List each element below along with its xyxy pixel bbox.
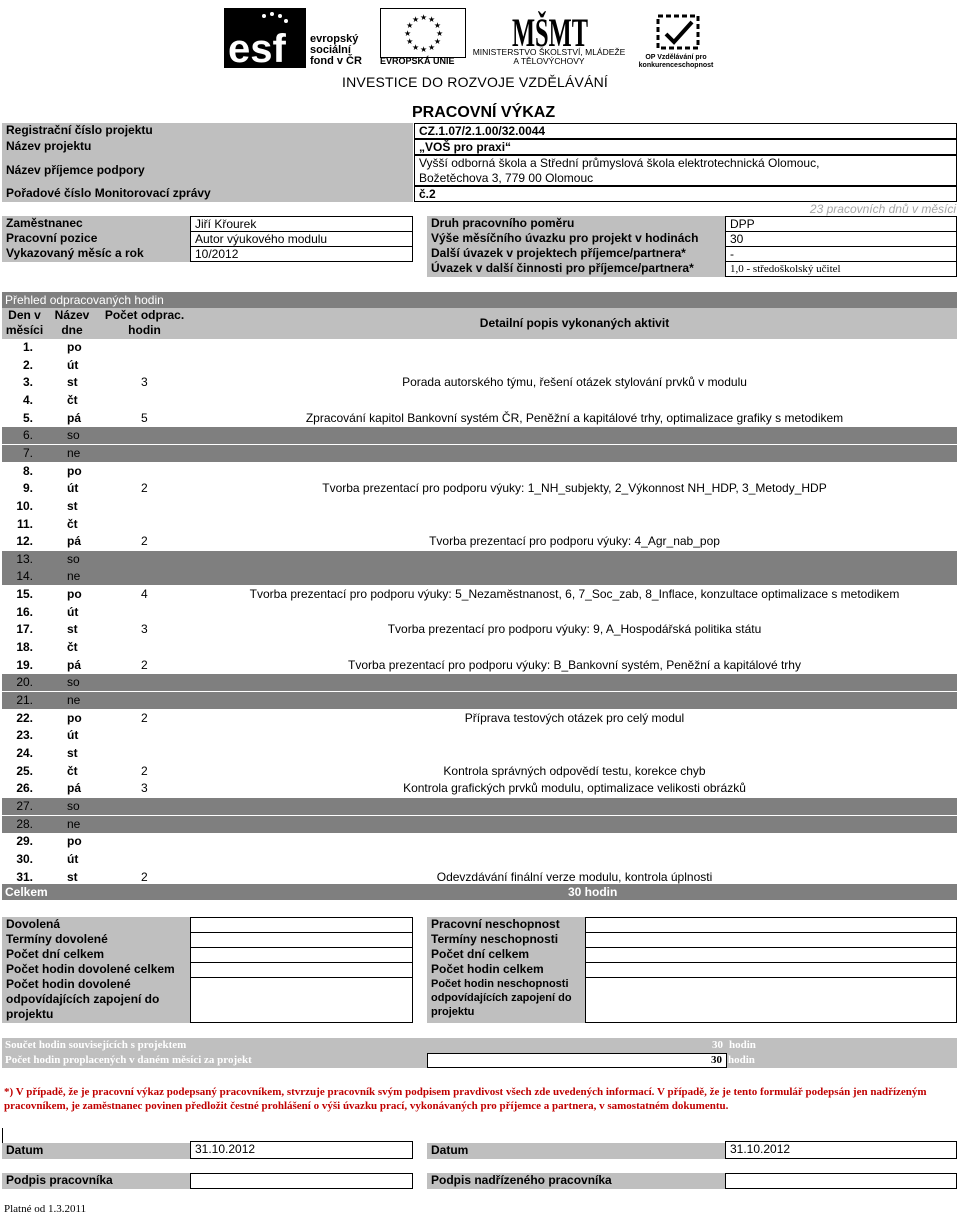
leave-days-value[interactable] [190, 947, 413, 963]
day-cell: 16. [16, 604, 33, 619]
description-cell: Kontrola správných odpovědí testu, korekce chyb [443, 763, 706, 778]
day-cell: 28. [16, 816, 33, 831]
hours-cell [97, 551, 192, 568]
leave-days-label: Počet dní celkem [2, 947, 190, 963]
table-row [2, 410, 957, 428]
monthly-hours-label: Výše měsíčního úvazku pro projekt v hodinách [427, 231, 725, 247]
day-name-cell: pá [67, 410, 82, 425]
hours-cell [97, 427, 192, 444]
eu-star-icon: ★ [406, 37, 414, 46]
hours-cell [97, 392, 192, 409]
description-cell [192, 551, 957, 568]
day-cell: 7. [22, 445, 33, 460]
description-cell [192, 692, 957, 709]
position-value: Autor výukového modulu [190, 231, 413, 247]
total-value: 30 hodin [568, 885, 618, 899]
day-name-cell: st [67, 498, 78, 513]
day-cell: 29. [16, 834, 33, 849]
description-cell [192, 674, 957, 691]
day-cell: 14. [16, 569, 33, 584]
table-row [2, 427, 957, 444]
description-cell [192, 516, 957, 533]
total-label: Celkem [5, 885, 48, 899]
table-row [2, 480, 957, 498]
day-cell: 10. [16, 498, 33, 513]
day-cell: 13. [16, 551, 33, 566]
day-cell: 17. [16, 622, 33, 637]
day-name-cell: so [67, 675, 80, 690]
description-cell [192, 727, 957, 744]
table-row [2, 604, 957, 622]
investice-slogan: INVESTICE DO ROZVOJE VZDĚLÁVÁNÍ [342, 74, 609, 90]
hours-cell [97, 727, 192, 744]
day-cell: 6. [22, 428, 33, 443]
hours-cell [97, 568, 192, 585]
signature-box-left[interactable] [190, 1173, 413, 1189]
sick-hours-label: Počet hodin celkem [427, 962, 585, 978]
eu-flag-icon [380, 8, 466, 58]
day-name-cell: pá [67, 781, 82, 796]
project-name-label: Název projektu [2, 139, 413, 155]
day-name-cell: pá [67, 657, 82, 672]
recipient-label: Název příjemce podpory [2, 155, 413, 186]
leave-proportional-value[interactable] [190, 977, 413, 1023]
paid-row [2, 1053, 427, 1068]
monthly-hours-value: 30 [725, 231, 957, 247]
col-day-header: Den v měsíci [5, 308, 44, 337]
eu-star-icon: ★ [412, 42, 420, 52]
esf-text [310, 34, 362, 67]
sick-title-value [585, 917, 957, 933]
extra-work-label: Úvazek v další činnosti pro příjemce/partnera* [427, 261, 725, 277]
footnote: *) V případě, že je pracovní výkaz podepsaný pracovníkem, stvrzuje pracovník svým podpisem pravdivost všech zde uvedených informací. V případě, že je tento formulář podepsán jen nadřízeným pracovníkem, je zaměstnanec povinen předložit čestné prohlášení o výši úvazku prací, vykonávaných pro příjemce a partnera, v samostatném dokumentu. [4, 1086, 927, 1112]
hours-cell [97, 692, 192, 709]
table-row [2, 392, 957, 410]
day-cell: 3. [22, 375, 33, 390]
hours-cell [97, 516, 192, 533]
divider [2, 1128, 3, 1143]
day-cell: 9. [22, 481, 33, 496]
workdays-note: 23 pracovních dnů v měsíci [809, 202, 956, 216]
description-cell: Kontrola grafických prvků modulu, optimalizace velikosti obrázků [403, 781, 746, 796]
contract-type-value: DPP [725, 216, 957, 232]
hours-cell: 3 [141, 622, 148, 637]
sick-proportional-value[interactable] [585, 977, 957, 1023]
paid-value: 30 [711, 1054, 722, 1066]
day-name-cell: čt [67, 763, 78, 778]
day-name-cell: út [67, 481, 79, 496]
leave-title-value [190, 917, 413, 933]
eu-star-icon: ★ [428, 15, 436, 25]
recipient-value [414, 155, 957, 186]
description-cell [192, 833, 957, 850]
esf-logo-icon [224, 8, 306, 68]
month-value: 10/2012 [190, 246, 413, 262]
total-row [2, 884, 957, 900]
sick-days-label: Počet dní celkem [427, 947, 585, 963]
table-header [2, 308, 957, 339]
description-cell [192, 392, 957, 409]
day-cell: 5. [22, 410, 33, 425]
logo-bar [224, 4, 724, 72]
hours-cell [97, 833, 192, 850]
col-hours-header: Počet odprac. hodin [104, 308, 185, 337]
eu-star-icon: ★ [412, 15, 420, 25]
report-number-value: č.2 [414, 186, 957, 202]
reg-number-value: CZ.1.07/2.1.00/32.0044 [414, 123, 957, 139]
table-row [2, 657, 957, 675]
table-row [2, 621, 957, 639]
sum-row [2, 1038, 957, 1053]
sick-dates-label: Termíny neschopnosti [427, 932, 585, 948]
hours-cell: 2 [141, 657, 148, 672]
hours-cell [97, 357, 192, 374]
msmt-logo-text: MŠMT [512, 10, 589, 52]
table-row [2, 498, 957, 516]
description-cell [192, 816, 957, 833]
day-cell: 30. [16, 851, 33, 866]
hours-cell [97, 798, 192, 815]
valid-from: Platné od 1.3.2011 [4, 1203, 87, 1215]
day-name-cell: st [67, 745, 78, 760]
day-name-cell: so [67, 798, 80, 813]
description-cell: Porada autorského týmu, řešení otázek stylování prvků v modulu [402, 375, 747, 390]
leave-proportional-label: Počet hodin dovolené odpovídajících zapojení do projektu [2, 977, 190, 1023]
description-cell: Zpracování kapitol Bankovní systém ČR, Peněžní a kapitálové trhy, optimalizace grafiky s metodikem [305, 410, 844, 425]
table-row [2, 833, 957, 851]
hours-cell: 4 [141, 587, 148, 602]
day-name-cell: ne [67, 445, 81, 460]
day-name-cell: po [67, 463, 82, 478]
paid-label: Počet hodin proplacených v daném měsíci za projekt [5, 1054, 252, 1066]
hours-overview-title: Přehled odpracovaných hodin [2, 292, 957, 308]
project-name-value: „VOŠ pro praxi“ [414, 139, 957, 155]
eu-star-icon: ★ [433, 21, 442, 30]
day-name-cell: čt [67, 516, 78, 531]
eu-star-icon: ★ [428, 42, 436, 52]
day-cell: 19. [16, 657, 33, 672]
hours-cell [97, 745, 192, 762]
date-value-right[interactable]: 31.10.2012 [725, 1141, 957, 1159]
eu-star-icon: ★ [436, 29, 444, 38]
day-cell: 26. [16, 781, 33, 796]
hours-cell [97, 851, 192, 868]
day-cell: 31. [16, 869, 33, 884]
day-cell: 21. [16, 693, 33, 707]
paid-value-box [427, 1053, 727, 1068]
day-name-cell: ne [67, 816, 81, 831]
table-row [2, 851, 957, 869]
leave-dates-label: Termíny dovolené [2, 932, 190, 948]
table-row [2, 586, 957, 604]
msmt-label: MINISTERSTVO ŠKOLSTVÍ, MLÁDEŽE A TĚLOVÝCHOVY [472, 47, 626, 66]
employee-value: Jiří Křourek [190, 216, 413, 232]
table-row [2, 374, 957, 392]
sick-proportional-label: Počet hodin neschopnosti odpovídajících zapojení do projektu [427, 977, 585, 1023]
description-cell [192, 745, 957, 762]
hours-cell: 2 [141, 869, 148, 884]
reg-number-label: Registrační číslo projektu [2, 123, 413, 139]
day-name-cell: ne [67, 693, 81, 707]
table-row [2, 357, 957, 375]
description-cell [192, 357, 957, 374]
table-row [2, 710, 957, 728]
day-name-cell: út [67, 357, 79, 372]
esf-text-line: fond v ČR [310, 55, 362, 67]
day-cell: 27. [16, 798, 33, 813]
day-name-cell: st [67, 375, 78, 390]
day-cell: 25. [16, 763, 33, 778]
table-row [2, 551, 957, 568]
day-cell: 12. [16, 534, 33, 549]
day-name-cell: st [67, 869, 78, 884]
sum-unit: hodin [729, 1039, 756, 1051]
table-row [2, 339, 957, 357]
signature-label-left: Podpis pracovníka [2, 1173, 190, 1189]
hours-cell: 2 [141, 534, 148, 549]
description-cell [192, 427, 957, 444]
table-row [2, 463, 957, 481]
description-cell: Tvorba prezentací pro podporu výuky: 5_Nezaměstnanost, 6, 7_Soc_zab, 8_Inflace, konzultace optimalizace s metodikem [249, 587, 900, 602]
day-name-cell: po [67, 834, 82, 849]
msmt-logo-icon [510, 6, 590, 52]
day-cell: 22. [16, 710, 33, 725]
description-cell: Tvorba prezentací pro podporu výuky: 4_Agr_nab_pop [429, 534, 720, 549]
leave-hours-value[interactable] [190, 962, 413, 978]
table-row [2, 763, 957, 781]
sum-value: 30 [712, 1039, 723, 1051]
table-row [2, 533, 957, 551]
description-cell [192, 339, 957, 356]
month-label: Vykazovaný měsíc a rok [2, 246, 190, 262]
day-name-cell: ne [67, 569, 81, 584]
position-label: Pracovní pozice [2, 231, 190, 247]
eu-star-icon: ★ [406, 21, 414, 30]
description-cell [192, 498, 957, 515]
sick-dates-value[interactable] [585, 932, 957, 948]
day-cell: 23. [16, 728, 33, 743]
signature-box-right[interactable] [725, 1173, 957, 1189]
hours-cell [97, 674, 192, 691]
day-cell: 24. [16, 745, 33, 760]
hours-cell: 2 [141, 763, 148, 778]
day-name-cell: so [67, 428, 80, 443]
day-name-cell: so [67, 551, 80, 566]
description-cell [192, 604, 957, 621]
op-label: OP Vzdělávání pro konkurenceschopnost [638, 54, 714, 69]
hours-cell [97, 498, 192, 515]
other-projects-label: Další úvazek v projektech příjemce/partnera* [427, 246, 725, 262]
employee-label: Zaměstnanec [2, 216, 190, 232]
table-row [2, 516, 957, 534]
description-cell [192, 639, 957, 656]
eu-star-icon: ★ [433, 37, 442, 46]
hours-cell: 2 [141, 481, 148, 496]
description-cell: Tvorba prezentací pro podporu výuky: 9, A_Hospodářská politika státu [387, 622, 762, 637]
esf-logo-text: esf [228, 27, 286, 68]
hours-cell [97, 816, 192, 833]
leave-hours-label: Počet hodin dovolené celkem [2, 962, 190, 978]
day-name-cell: út [67, 728, 79, 743]
op-logo-icon [648, 12, 708, 52]
hours-cell [97, 339, 192, 356]
description-cell [192, 798, 957, 815]
eu-star-icon: ★ [420, 45, 428, 54]
date-label-left: Datum [2, 1143, 190, 1159]
table-row [2, 780, 957, 798]
description-cell: Tvorba prezentací pro podporu výuky: 1_NH_subjekty, 2_Výkonnost NH_HDP, 3_Metody_HDP [322, 481, 827, 496]
hours-cell [97, 639, 192, 656]
day-name-cell: po [67, 587, 82, 602]
contract-type-label: Druh pracovního poměru [427, 216, 725, 232]
esf-text-line: evropský [310, 33, 359, 45]
recipient-line: Božetěchova 3, 779 00 Olomouc [419, 171, 594, 185]
day-cell: 18. [16, 640, 33, 655]
other-projects-value: - [725, 246, 957, 262]
description-cell [192, 851, 957, 868]
col-desc-header: Detailní popis vykonaných aktivit [479, 316, 670, 330]
hours-cell: 3 [141, 375, 148, 390]
hours-cell: 2 [141, 710, 148, 725]
description-cell [192, 568, 957, 585]
eu-label: EVROPSKÁ UNIE [380, 56, 455, 66]
table-row [2, 692, 957, 709]
day-name-cell: st [67, 622, 78, 637]
paid-unit-box [727, 1053, 957, 1068]
table-row [2, 816, 957, 833]
sick-days-value[interactable] [585, 947, 957, 963]
signature-label-right: Podpis nadřízeného pracovníka [427, 1173, 725, 1189]
description-cell: Odevzdávání finální verze modulu, kontrola úplnosti [436, 869, 713, 884]
day-cell: 20. [16, 675, 33, 690]
eu-star-icon: ★ [404, 29, 412, 38]
day-cell: 4. [22, 392, 33, 407]
hours-cell [97, 463, 192, 480]
table-row [2, 445, 957, 462]
day-cell: 8. [22, 463, 33, 478]
esf-text-line: sociální [310, 44, 351, 56]
leave-dates-value[interactable] [190, 932, 413, 948]
eu-star-icon: ★ [420, 13, 428, 22]
day-cell: 1. [22, 340, 33, 354]
table-row [2, 745, 957, 763]
table-row [2, 727, 957, 745]
table-row [2, 798, 957, 815]
day-name-cell: po [67, 340, 82, 354]
description-cell: Tvorba prezentací pro podporu výuky: B_Bankovní systém, Peněžní a kapitálové trhy [348, 657, 801, 672]
col-name-header: Název dne [54, 308, 90, 337]
table-row [2, 639, 957, 657]
paid-unit: hodin [728, 1054, 755, 1066]
description-cell [192, 445, 957, 462]
hours-cell [97, 604, 192, 621]
report-number-label: Pořadové číslo Monitorovací zprávy [2, 186, 413, 202]
day-name-cell: čt [67, 640, 78, 655]
day-name-cell: pá [67, 534, 82, 549]
sick-hours-value[interactable] [585, 962, 957, 978]
day-cell: 2. [22, 357, 33, 372]
hours-cell: 3 [141, 781, 148, 796]
day-cell: 15. [16, 587, 33, 602]
description-cell: Příprava testových otázek pro celý modul [464, 710, 685, 725]
day-name-cell: út [67, 851, 79, 866]
day-name-cell: po [67, 710, 82, 725]
description-cell [192, 463, 957, 480]
hours-cell: 5 [141, 410, 148, 425]
day-name-cell: čt [67, 392, 78, 407]
page-title: PRACOVNÍ VÝKAZ [412, 104, 556, 121]
table-row [2, 674, 957, 691]
table-row [2, 568, 957, 585]
date-value-left[interactable]: 31.10.2012 [190, 1141, 413, 1159]
hours-cell [97, 445, 192, 462]
day-cell: 11. [16, 516, 33, 531]
day-name-cell: út [67, 604, 79, 619]
date-label-right: Datum [427, 1143, 725, 1159]
extra-work-value: 1,0 - středoškolský učitel [725, 261, 957, 277]
leave-title: Dovolená [2, 917, 190, 933]
sick-title: Pracovní neschopnost [427, 917, 585, 933]
recipient-line: Vyšší odborná škola a Střední průmyslová škola elektrotechnická Olomouc, [419, 156, 820, 170]
sum-label: Součet hodin souvisejících s projektem [5, 1039, 187, 1051]
